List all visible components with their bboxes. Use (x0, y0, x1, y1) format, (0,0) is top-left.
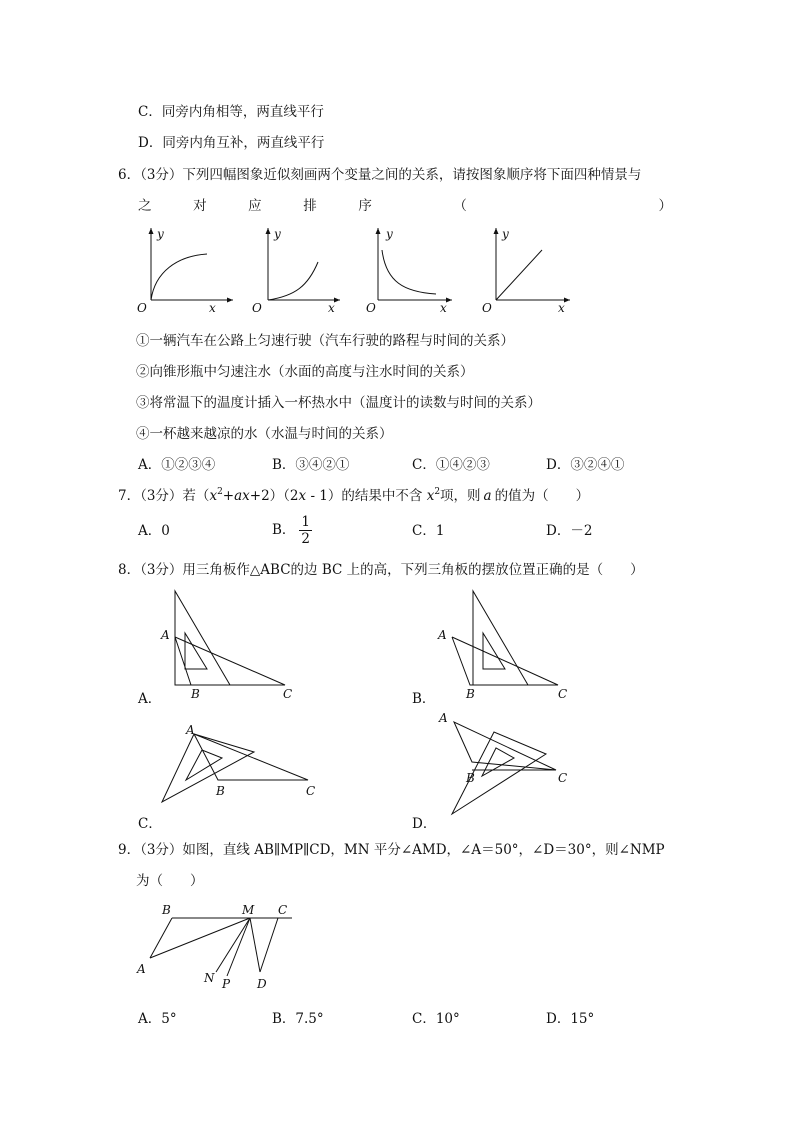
q7-x: x (209, 488, 218, 504)
q9-stem-continuation: 为（ ） (136, 873, 204, 889)
q7-minus1: - 1）的结果中不含 (306, 488, 427, 504)
y-axis-label: y (157, 227, 164, 241)
origin-label: O (252, 301, 262, 315)
q6-option-d: D．③②④① (546, 457, 625, 473)
q6-spread-char: 应 (248, 198, 262, 214)
q6-scenario-4: ④一杯越来越凉的水（水温与时间的关系） (136, 426, 393, 442)
x-axis-label: x (209, 301, 216, 315)
q8-figure-b (428, 585, 578, 705)
fraction-numerator: 1 (301, 514, 311, 530)
q8-figure-d (434, 710, 584, 820)
vertex-label-c: C (306, 784, 316, 798)
q6-spread-char: 序 (358, 198, 372, 214)
q5-option-d: D．同旁内角互补，两直线平行 (138, 135, 325, 151)
origin-label: O (366, 301, 376, 315)
q7-stem-a: 7．（3分）若（ (118, 488, 210, 504)
q7-x3: x (426, 488, 435, 504)
q9-option-b: B．7.5° (272, 1011, 324, 1027)
q7-plus2: +2）（2 (249, 488, 299, 504)
q6-option-c: C．①④②③ (412, 457, 490, 473)
q9-stem: 9．（3分）如图，直线 AB∥MP∥CD，MN 平分∠AMD，∠A＝50°，∠D＝30°，则∠NMP (118, 842, 665, 858)
point-label-d: D (257, 977, 267, 991)
point-label-a: A (137, 962, 146, 976)
q7-exp: 2 (217, 487, 223, 497)
vertex-label-a: A (439, 711, 448, 725)
point-label-m: M (242, 903, 255, 917)
vertex-label-a: A (186, 723, 195, 737)
x-axis-label: x (558, 301, 565, 315)
q7-stem (118, 487, 589, 505)
vertex-label-a: A (438, 628, 447, 642)
q7-a: a (483, 488, 492, 504)
q6-graph-1 (135, 224, 235, 316)
q6-graph-3 (362, 224, 462, 316)
q6-spread-char: 对 (193, 198, 207, 214)
q6-scenario-2: ②向锥形瓶中匀速注水（水面的高度与注水时间的关系） (136, 364, 474, 380)
origin-label: O (482, 301, 492, 315)
origin-label: O (137, 301, 147, 315)
point-label-n: N (204, 971, 215, 985)
q8-stem: 8．（3分）用三角板作△ABC的边 BC 上的高，下列三角板的摆放位置正确的是（ ） (118, 562, 644, 578)
q7-term: 项，则 (440, 488, 481, 504)
y-axis-label: y (502, 227, 509, 241)
q7-option-d: D．－2 (546, 523, 593, 539)
q8-figure-a (155, 585, 305, 705)
vertex-label-b: B (216, 784, 225, 798)
q8-option-d: D． (412, 816, 437, 832)
point-label-c: C (278, 903, 288, 917)
q6-option-a: A．①②③④ (138, 457, 216, 473)
q8-option-c: C． (138, 816, 162, 832)
q7-exp2: 2 (434, 487, 441, 497)
q6-scenario-1: ①一辆汽车在公路上匀速行驶（汽车行驶的路程与时间的关系） (136, 333, 514, 349)
q6-scenario-3: ③将常温下的温度计插入一杯热水中（温度计的读数与时间的关系） (136, 395, 541, 411)
y-axis-label: y (274, 227, 281, 241)
q9-option-c: C．10° (412, 1011, 460, 1027)
q7-option-b-prefix: B． (272, 522, 296, 538)
q7-option-c: C．1 (412, 523, 445, 539)
q7-plus-ax: +ax (222, 488, 250, 504)
q7-option-a: A．0 (138, 523, 170, 539)
point-label-p: P (222, 977, 231, 991)
vertex-label-b: B (466, 771, 475, 785)
q6-graph-2 (250, 224, 350, 316)
q9-figure (132, 898, 312, 998)
fraction-denominator: 2 (301, 531, 311, 547)
x-axis-label: x (328, 301, 335, 315)
q9-option-a: A．5° (138, 1011, 177, 1027)
q7-x2: x (298, 488, 307, 504)
q7-end: 的值为（ ） (494, 488, 590, 504)
q8-figure-c (160, 718, 320, 808)
q5-option-c: C．同旁内角相等，两直线平行 (138, 104, 324, 120)
vertex-label-b: B (466, 687, 475, 701)
q8-option-a: A． (138, 691, 162, 707)
x-axis-label: x (440, 301, 447, 315)
q9-option-d: D．15° (546, 1011, 595, 1027)
vertex-label-c: C (283, 687, 293, 701)
q8-option-b: B． (412, 691, 436, 707)
q6-spread-char: ） (658, 198, 672, 214)
q7-option-b (272, 513, 312, 547)
q6-stem: 6．（3分）下列四幅图象近似刻画两个变量之间的关系，请按图象顺序将下面四种情景与 (118, 167, 642, 183)
vertex-label-b: B (191, 687, 200, 701)
y-axis-label: y (386, 227, 393, 241)
vertex-label-c: C (558, 771, 568, 785)
q6-graph-4 (478, 224, 578, 316)
q6-option-b: B．③④②① (272, 457, 350, 473)
q6-spread-char: （ (453, 198, 467, 214)
q6-spread-char: 之 (138, 198, 152, 214)
q6-stem-continuation (138, 197, 672, 215)
vertex-label-a: A (161, 628, 170, 642)
fraction (299, 514, 312, 547)
vertex-label-c: C (558, 687, 568, 701)
point-label-b: B (162, 903, 171, 917)
q6-spread-char: 排 (303, 198, 317, 214)
